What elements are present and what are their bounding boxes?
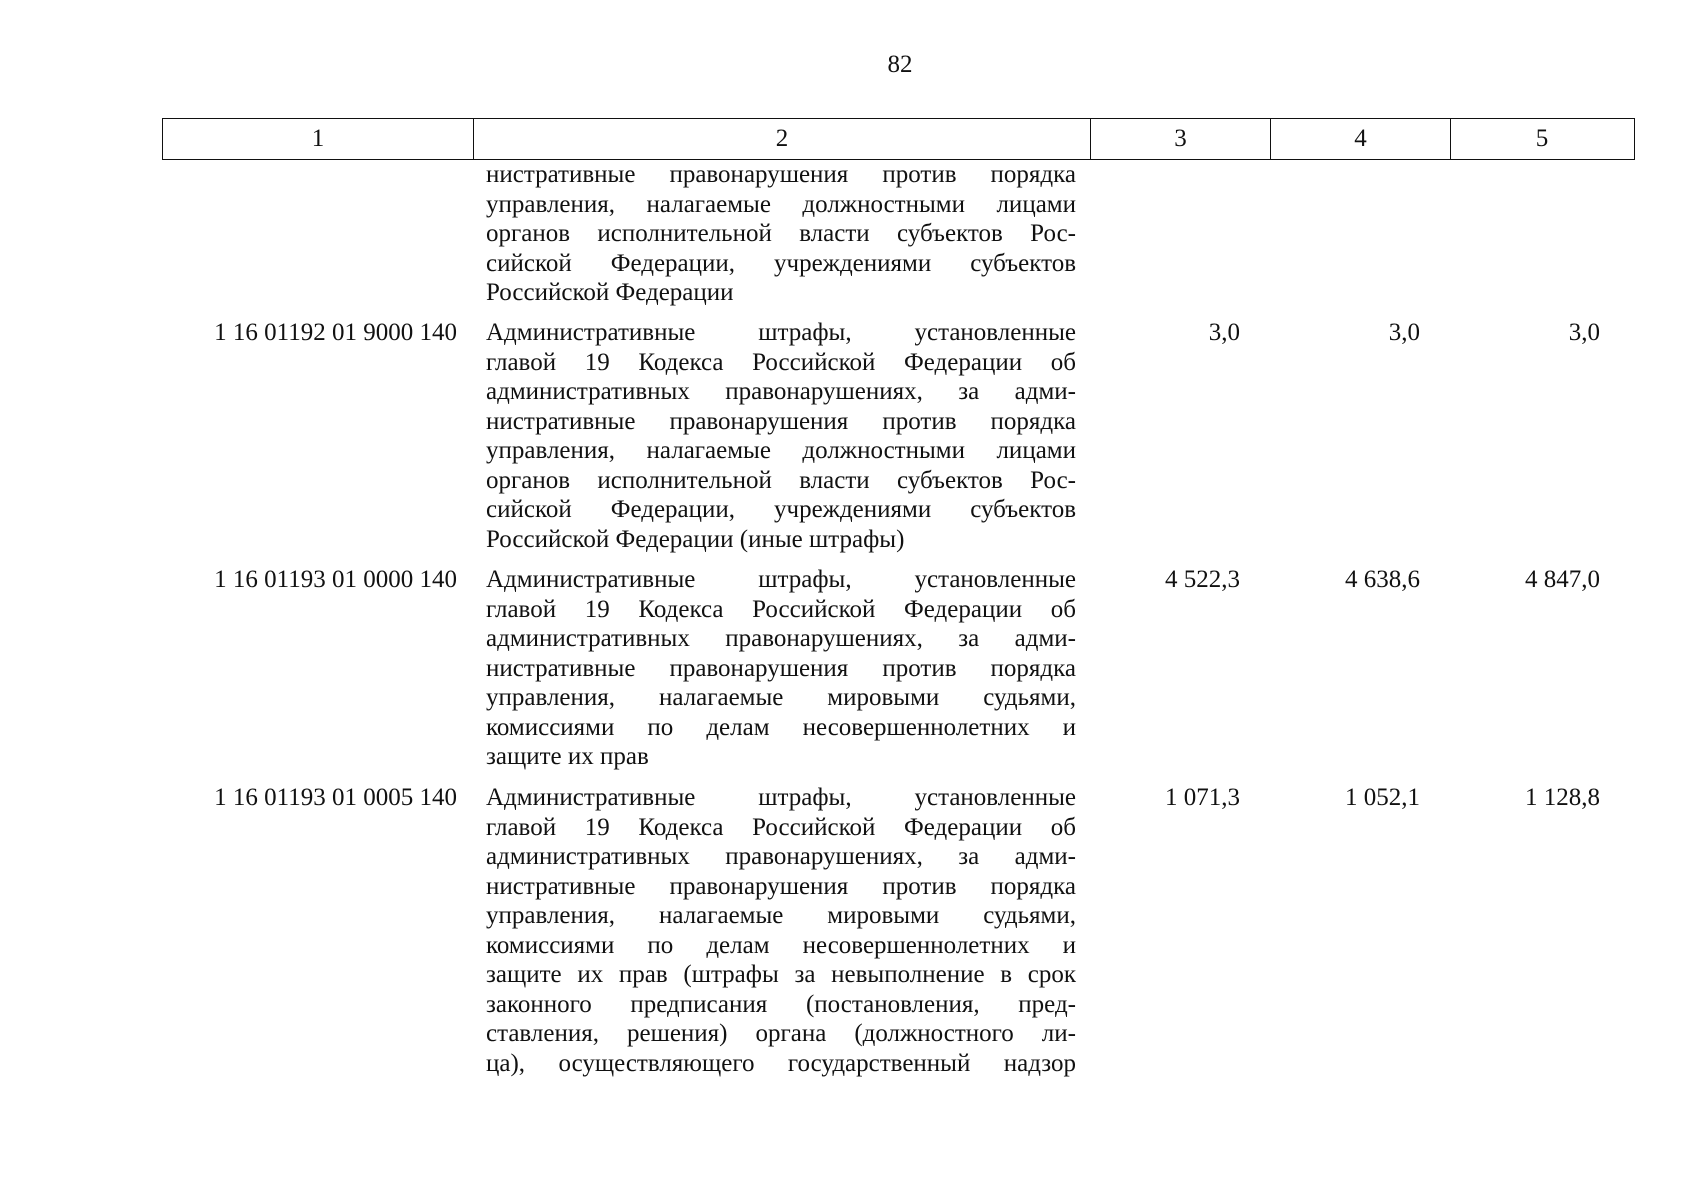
row-value-col-4: 1 052,1	[1345, 784, 1420, 811]
description-line: ставления, решения) органа (должностного ли-	[486, 1020, 1076, 1047]
row-value-col-3: 1 071,3	[1165, 784, 1240, 811]
header-col-2: 2	[474, 119, 1091, 159]
page-number: 82	[887, 51, 913, 78]
description-line: нистративные правонарушения против порядка	[486, 407, 1076, 435]
row-value-col-3: 4 522,3	[1165, 566, 1240, 593]
description-line: управления, налагаемые должностными лицами	[486, 437, 1076, 464]
row-value-col-3: 3,0	[1208, 319, 1240, 346]
row-value-col-4: 3,0	[1388, 319, 1420, 346]
description-line: комиссиями по делам несовершеннолетних и	[486, 931, 1076, 959]
description-line: сийской Федерации, учреждениями субъектов	[486, 496, 1076, 523]
row-code: 1 16 01192 01 9000 140	[214, 319, 457, 346]
row-code: 1 16 01193 01 0000 140	[214, 566, 457, 593]
row-value-col-5: 3,0	[1568, 319, 1600, 346]
description-line: Российской Федерации (иные штрафы)	[486, 525, 905, 553]
description-line: главой 19 Кодекса Российской Федерации об	[486, 595, 1076, 623]
description-line: сийской Федерации, учреждениями субъектов	[486, 249, 1076, 277]
description-line: защите их прав	[486, 743, 649, 770]
row-description	[486, 160, 1076, 308]
header-col-3: 3	[1091, 119, 1271, 159]
row-code: 1 16 01193 01 0005 140	[214, 784, 457, 811]
description-line: главой 19 Кодекса Российской Федерации об	[486, 348, 1076, 376]
header-col-4: 4	[1271, 119, 1451, 159]
description-line: органов исполнительной власти субъектов Рос-	[486, 466, 1076, 494]
row-value-col-4: 4 638,6	[1345, 566, 1420, 593]
description-line: законного предписания (постановления, пред-	[486, 990, 1076, 1018]
table-header	[162, 118, 1635, 160]
description-line: нистративные правонарушения против порядка	[486, 872, 1076, 900]
row-description	[486, 318, 1076, 554]
description-line: Административные штрафы, установленные	[486, 566, 1076, 593]
description-line: Административные штрафы, установленные	[486, 319, 1076, 346]
description-line: защите их прав (штрафы за невыполнение в срок	[486, 961, 1076, 988]
description-line: органов исполнительной власти субъектов Рос-	[486, 220, 1076, 247]
description-line: административных правонарушениях, за адми-	[486, 378, 1076, 405]
description-line: административных правонарушениях, за адми-	[486, 625, 1076, 652]
description-line: управления, налагаемые должностными лицами	[486, 190, 1076, 218]
description-line: административных правонарушениях, за адми-	[486, 843, 1076, 870]
description-line: ца), осуществляющего государственный надзор	[486, 1049, 1076, 1077]
row-description	[486, 783, 1076, 1078]
description-line: управления, налагаемые мировыми судьями,	[486, 902, 1076, 929]
description-line: Российской Федерации	[486, 279, 734, 306]
description-line: нистративные правонарушения против порядка	[486, 161, 1076, 188]
description-line: управления, налагаемые мировыми судьями,	[486, 684, 1076, 711]
header-col-1: 1	[163, 119, 474, 159]
description-line: главой 19 Кодекса Российской Федерации об	[486, 813, 1076, 841]
description-line: Административные штрафы, установленные	[486, 784, 1076, 811]
row-description	[486, 565, 1076, 772]
row-value-col-5: 1 128,8	[1525, 784, 1600, 811]
description-line: нистративные правонарушения против порядка	[486, 654, 1076, 682]
header-col-5: 5	[1535, 125, 1549, 152]
description-line: комиссиями по делам несовершеннолетних и	[486, 713, 1076, 741]
row-value-col-5: 4 847,0	[1525, 566, 1600, 593]
